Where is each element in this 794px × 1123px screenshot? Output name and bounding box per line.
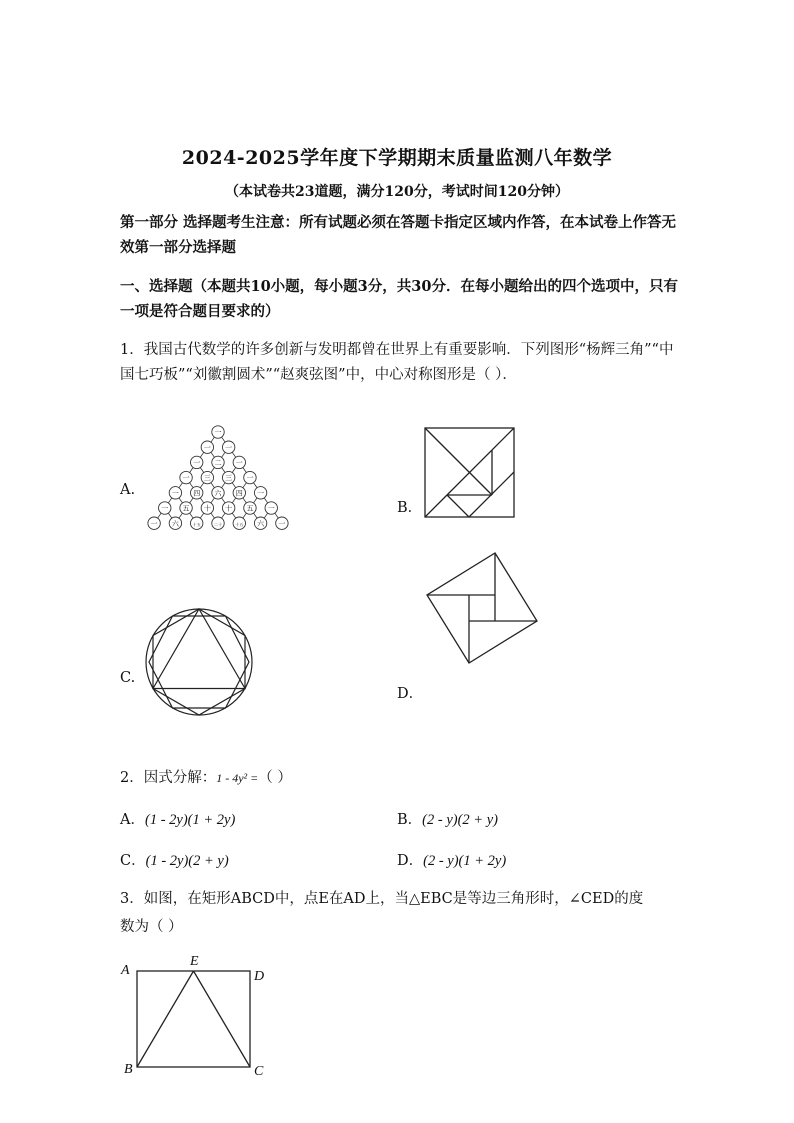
yanghui-node-glyph: 一 (246, 474, 254, 483)
yanghui-node-glyph: 一 (214, 428, 222, 437)
section1-heading: 一、选择题（本题共10小题，每小题3分，共30分．在每小题给出的四个选项中，只有一项是符合题目要求的） (120, 278, 678, 320)
yanghui-node-glyph: 十 (203, 504, 211, 513)
yanghui-node-glyph: 一 (150, 519, 158, 528)
zhaoshuang-figure (425, 551, 539, 665)
yanghui-node-glyph: 一 (171, 489, 179, 498)
liuhui-circle-figure (144, 606, 254, 718)
q2-option-d-label: D． (397, 853, 424, 869)
yanghui-node-glyph: 一 (225, 443, 233, 452)
yanghui-node-glyph: 一 (235, 459, 243, 467)
yanghui-node-glyph: 一 (267, 504, 275, 513)
yanghui-node-glyph: 六 (214, 489, 222, 498)
q3-label-d: D (254, 969, 265, 984)
q1-option-b-label: B． (397, 500, 423, 516)
q2-line (120, 766, 292, 787)
q2-option-b (397, 808, 498, 829)
q3-label-a: A (121, 963, 130, 978)
q2-option-a-label: A． (120, 812, 145, 828)
q3-line2: 数为（ ） (120, 919, 183, 935)
q1-text: 1．我国古代数学的许多创新与发明都曾在世界上有重要影响．下列图形“杨辉三角”“中国七巧板”“刘徽割圆术”“赵爽弦图”中，中心对称图形是（ ）． (120, 342, 674, 383)
yanghui-node-glyph: 一 (182, 474, 190, 483)
yanghui-node-glyph: 一 (278, 519, 286, 528)
q2-option-b-expr: (2 - y)(2 + y) (422, 812, 498, 828)
yanghui-node-glyph: 一 (193, 459, 201, 467)
yanghui-node-glyph: 六 (257, 519, 265, 528)
yanghui-node-glyph: 二十 (213, 521, 223, 527)
q1-option-d-label: D． (397, 686, 424, 702)
q2-paren: （ ） (258, 770, 292, 786)
yanghui-node-glyph: 一 (257, 489, 265, 498)
q2-stem: 2．因式分解： (120, 770, 217, 786)
yanghui-node-glyph: 五 (246, 504, 254, 513)
yanghui-node-glyph: 六 (171, 519, 179, 528)
yanghui-triangle-figure (140, 418, 300, 538)
tangram-figure (424, 427, 516, 519)
yanghui-node-glyph: 三 (225, 474, 233, 483)
yanghui-node-glyph: 一 (203, 443, 211, 452)
yanghui-node-glyph: 二 (214, 459, 222, 467)
q2-option-d (397, 849, 506, 870)
q2-option-c (120, 849, 229, 870)
q2-option-b-label: B． (397, 812, 423, 828)
q2-option-a-expr: (1 - 2y)(1 + 2y) (144, 812, 236, 828)
q1-option-a-label: A. (120, 482, 136, 498)
q1-option-c-label: C. (120, 670, 136, 686)
yanghui-node-glyph: 十五 (235, 521, 244, 527)
exam-subtitle: （本试卷共23道题，满分120分，考试时间120分钟） (225, 184, 569, 200)
q3-label-c: C (254, 1064, 264, 1079)
notice-text: 第一部分 选择题考生注意：所有试题必须在答题卡指定区域内作答，在本试卷上作答无效第一部分选择题 (120, 214, 677, 256)
q2-option-c-expr: (1 - 2y)(2 + y) (145, 853, 229, 869)
q3-label-b: B (124, 1062, 133, 1077)
q2-expression: 1 - 4y² = (216, 771, 259, 785)
yanghui-node-glyph: 一 (161, 504, 169, 513)
exam-title: 2024-2025学年度下学期期末质量监测八年数学 (181, 147, 613, 169)
q2-option-d-expr: (2 - y)(1 + 2y) (423, 853, 507, 869)
yanghui-node-glyph: 十 (225, 504, 233, 513)
yanghui-node-glyph: 四 (193, 489, 201, 498)
yanghui-node-glyph: 十五 (192, 521, 201, 527)
q3-label-e: E (190, 954, 199, 969)
yanghui-node-glyph: 四 (235, 489, 243, 498)
yanghui-node-glyph: 三 (203, 474, 211, 483)
q2-option-c-label: C． (120, 853, 146, 869)
q2-option-a (120, 808, 235, 829)
q3-line1: 3．如图，在矩形ABCD中，点E在AD上，当△EBC是等边三角形时，∠CED的度 (120, 891, 644, 907)
yanghui-node-glyph: 五 (182, 504, 190, 513)
